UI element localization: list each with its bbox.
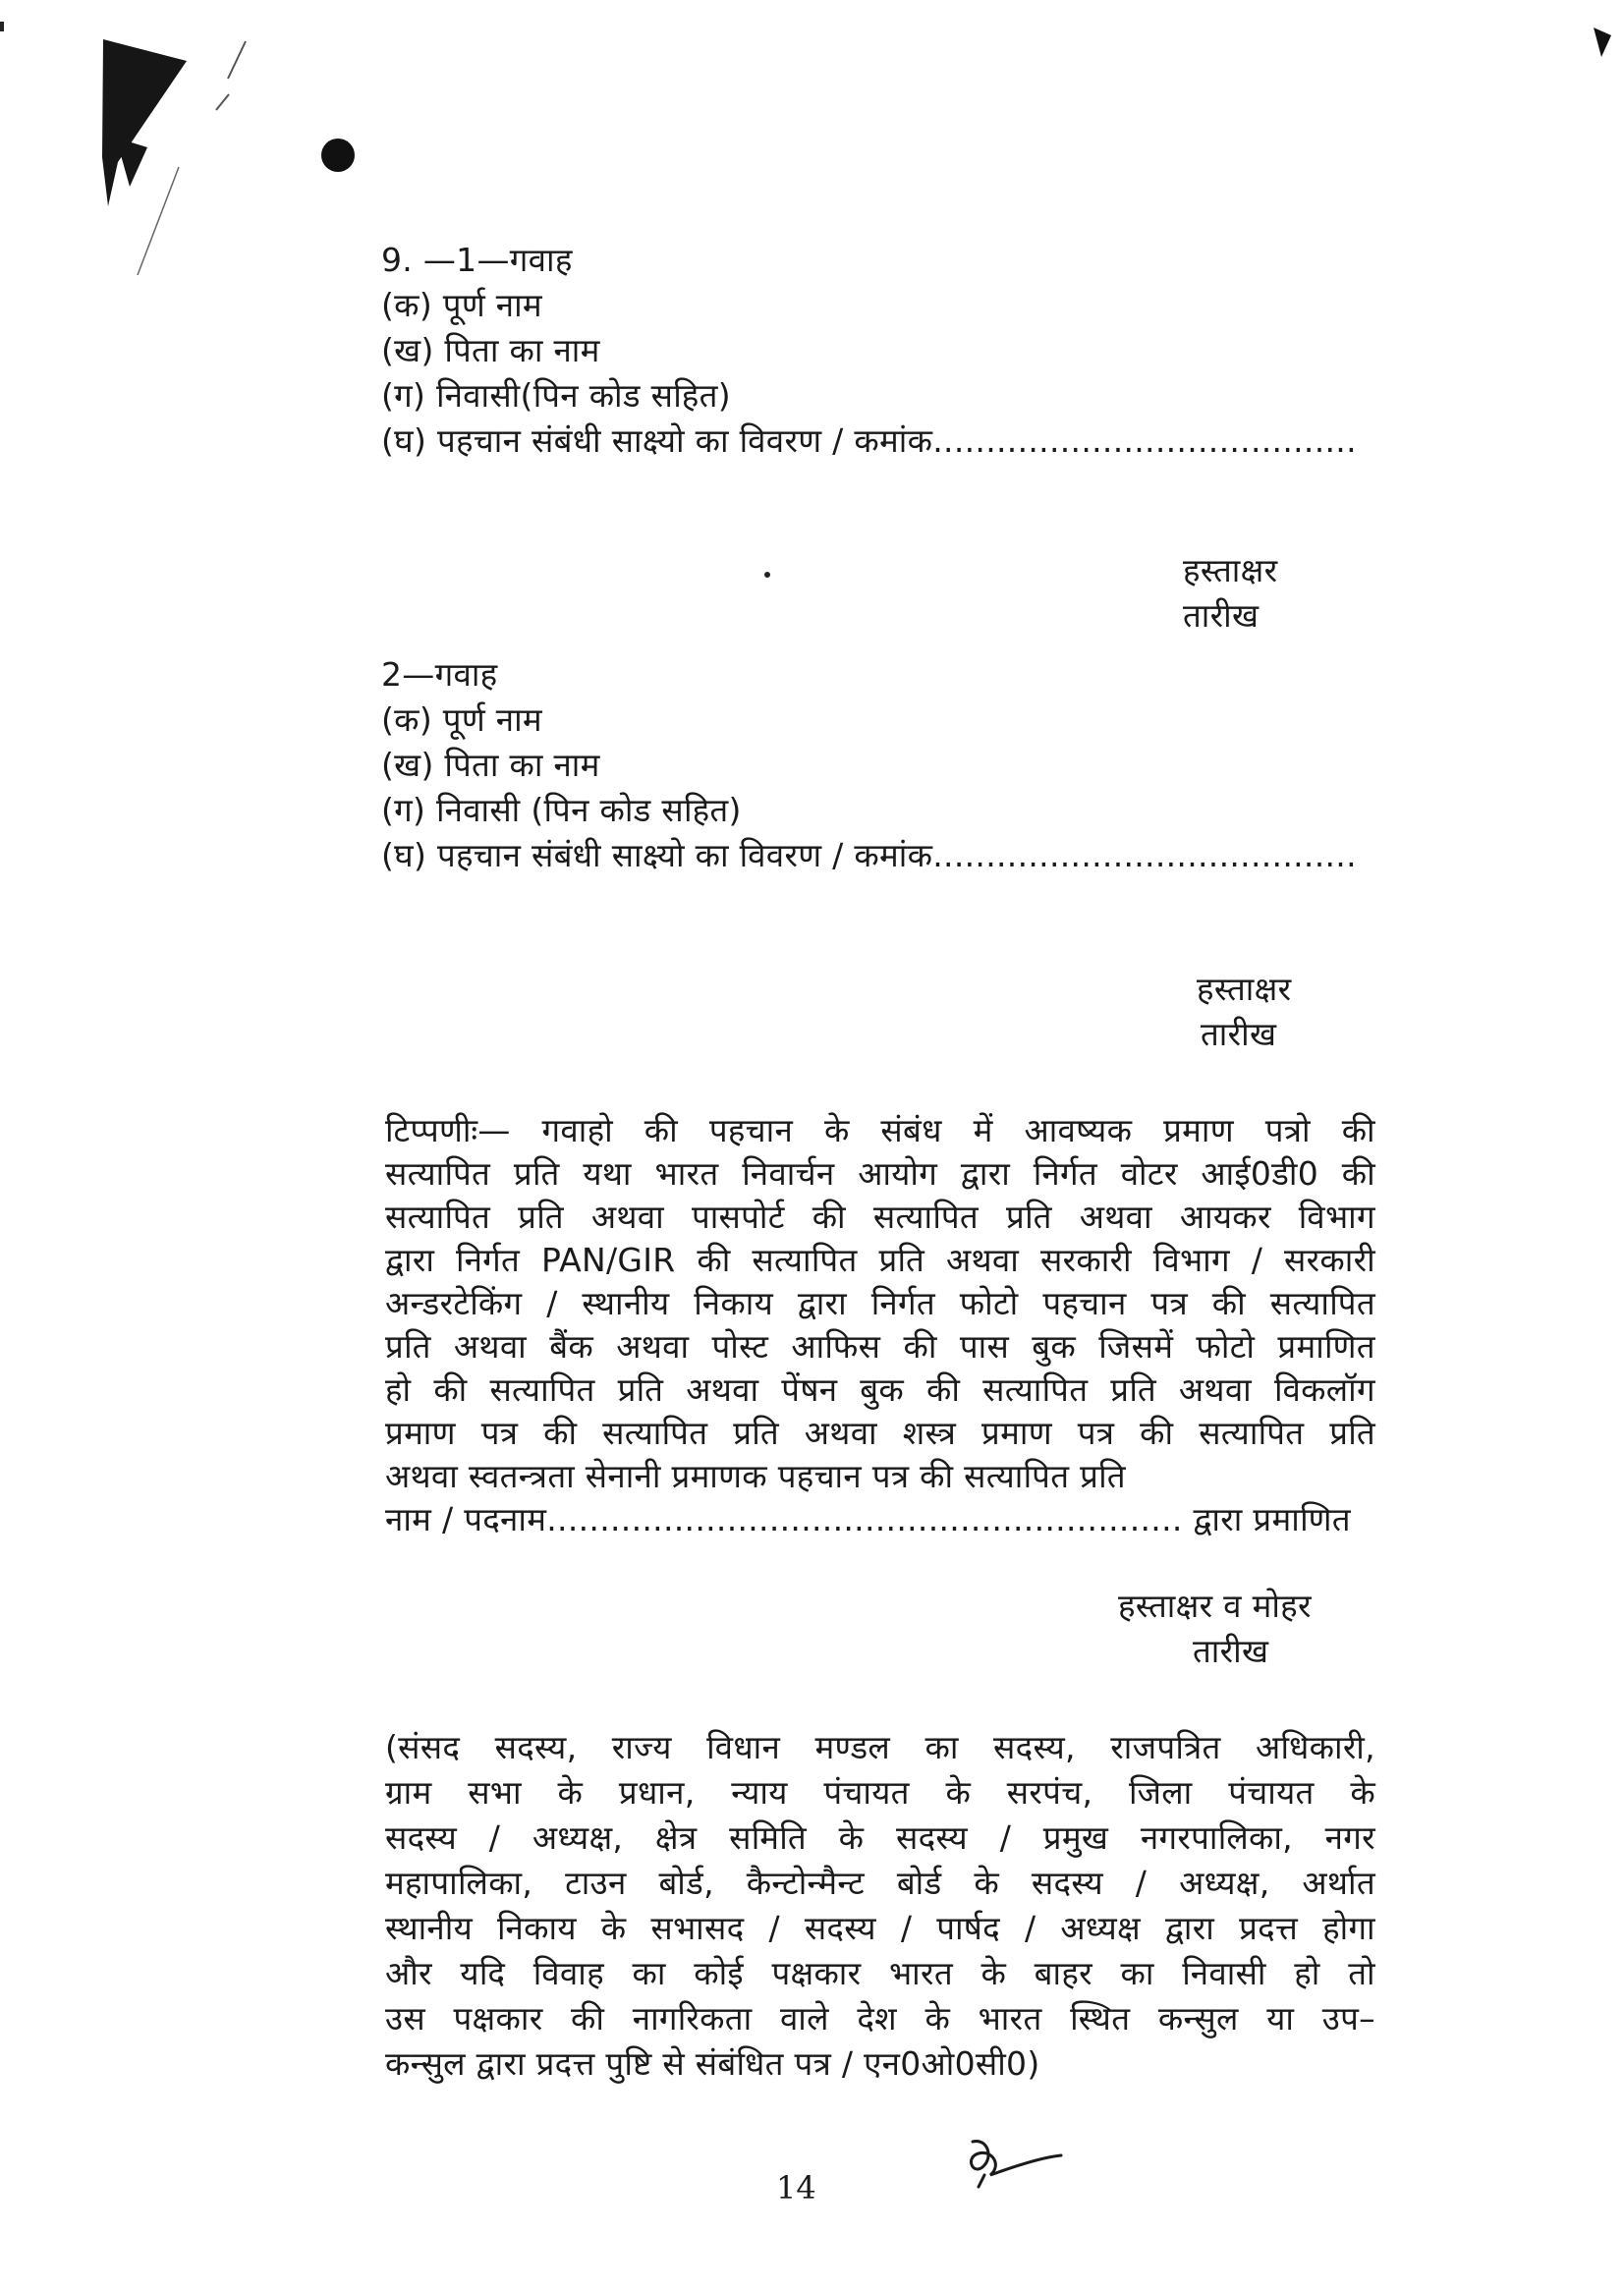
note-line: सत्यापित प्रति यथा भारत निवार्चन आयोग द्वारा निर्गत वोटर आई0डी0 की [385, 1154, 1375, 1193]
authority-line: (संसद सदस्य, राज्य विधान मण्डल का सदस्य, राजपत्रित अधिकारी, [385, 1728, 1375, 1766]
note-line: प्रति अथवा बैंक अथवा पोस्ट आफिस की पास बुक जिसमें फोटो प्रमाणित [385, 1327, 1375, 1366]
margin-tick [216, 94, 229, 110]
certifier-designation-label: नाम / पदनाम [385, 1500, 547, 1538]
witness2-id-details [381, 833, 1357, 878]
witness2-address: (ग) निवासी (पिन कोड सहित) [381, 791, 742, 829]
certifier-designation-blank: ............................................................ [546, 1500, 1183, 1538]
handwritten-initial [971, 2141, 1061, 2175]
handwritten-initial-tail [979, 2175, 984, 2187]
note-line: हो की सत्यापित प्रति अथवा पेंषन बुक की सत्यापित प्रति अथवा विकलॉग [385, 1370, 1375, 1409]
authority-line: स्थानीय निकाय के सभासद / सदस्य / पार्षद / अध्यक्ष द्वारा प्रदत्त होगा [385, 1909, 1375, 1947]
witness2-id-label: (घ) पहचान संबंधी साक्ष्यो का विवरण / कमांक [381, 836, 933, 874]
certifier-designation-line [385, 1497, 1351, 1542]
edge-mark [0, 22, 4, 31]
witness1-id-details [381, 419, 1357, 464]
witness2-heading: 2—गवाह [381, 655, 498, 694]
note-date-label: तारीख [1193, 1632, 1269, 1670]
note-last-line: अथवा स्वतन्त्रता सेनानी प्रमाणक पहचान पत्र की सत्यापित प्रति [385, 1457, 1126, 1495]
corner-mark [1594, 28, 1611, 57]
witness1-full-name: (क) पूर्ण नाम [381, 286, 542, 324]
witness2-date-label: तारीख [1201, 1015, 1277, 1053]
witness1-date-label: तारीख [1183, 596, 1260, 635]
witness1-id-blank: ........................................ [932, 421, 1357, 460]
note-line: सत्यापित प्रति अथवा पासपोर्ट की सत्यापित प्रति अथवा आयकर विभाग [385, 1198, 1375, 1236]
witness1-id-label: (घ) पहचान संबंधी साक्ष्यो का विवरण / कमांक [381, 421, 933, 460]
witness1-heading: 9. —1—गवाह [381, 241, 573, 279]
authority-line: उस पक्षकार की नागरिकता वाले देश के भारत स्थित कन्सुल या उप– [385, 1999, 1375, 2038]
witness2-full-name: (क) पूर्ण नाम [381, 700, 542, 739]
authority-line: और यदि विवाह का कोई पक्षकार भारत के बाहर का निवासी हो तो [385, 1954, 1375, 1992]
sign-and-seal-label: हस्ताक्षर व मोहर [1118, 1587, 1312, 1625]
page-number: 14 [776, 2169, 816, 2206]
note-line: अन्डरटेकिंग / स्थानीय निकाय द्वारा निर्गत फोटो पहचान पत्र की सत्यापित [385, 1284, 1375, 1322]
witness1-address: (ग) निवासी(पिन कोड सहित) [381, 376, 731, 415]
witness2-father-name: (ख) पिता का नाम [381, 746, 600, 784]
authority-line: महापालिका, टाउन बोर्ड, कैन्टोन्मैन्ट बोर्ड के सदस्य / अध्यक्ष, अर्थात [385, 1864, 1375, 1902]
authority-last-line: कन्सुल द्वारा प्रदत्त पुष्टि से संबंधित पत्र / एन0ओ0सी0) [385, 2044, 1040, 2083]
note-line: प्रमाण पत्र की सत्यापित प्रति अथवा शस्त्र प्रमाण पत्र की सत्यापित प्रति [385, 1414, 1375, 1452]
authority-line: ग्राम सभा के प्रधान, न्याय पंचायत के सरपंच, जिला पंचायत के [385, 1773, 1375, 1812]
authority-line: सदस्य / अध्यक्ष, क्षेत्र समिति के सदस्य / प्रमुख नगरपालिका, नगर [385, 1818, 1375, 1857]
witness2-id-blank: ........................................ [932, 836, 1357, 874]
punch-hole [321, 139, 355, 172]
note-line: द्वारा निर्गत PAN/GIR की सत्यापित प्रति अथवा सरकारी विभाग / सरकारी [385, 1241, 1375, 1279]
margin-tick [138, 167, 179, 275]
certified-by-label: द्वारा प्रमाणित [1193, 1500, 1351, 1538]
margin-tick [228, 41, 246, 79]
witness1-signature-label: हस्ताक्षर [1183, 551, 1278, 589]
scan-shadow-speck [116, 138, 147, 187]
stray-dot [764, 572, 770, 578]
note-line: टिप्पणीः— गवाहो की पहचान के संबंध में आवष्यक प्रमाण पत्रो की [385, 1111, 1375, 1149]
witness1-father-name: (ख) पिता का नाम [381, 331, 600, 369]
witness2-signature-label: हस्ताक्षर [1197, 970, 1292, 1008]
